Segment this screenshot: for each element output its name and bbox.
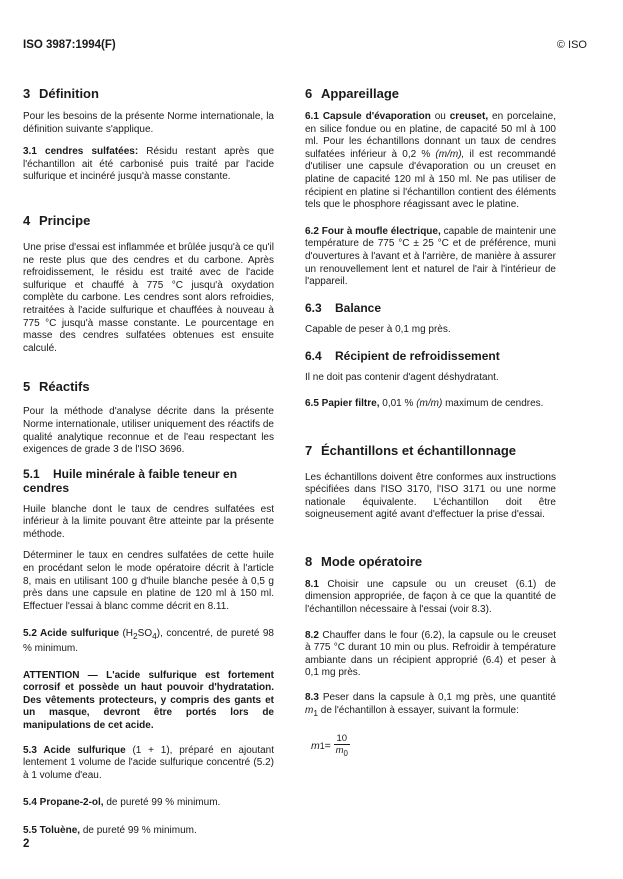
clause-5-2: 5.2 Acide sulfurique $(H_2SO_4)$, concentré, de pureté 98 % minimum. <box>23 628 274 655</box>
clause-6-5: 6.5 Papier filtre, 0,01 % (m/m) maximum de cendres. <box>305 397 544 409</box>
page-number: 2 <box>23 838 30 850</box>
attention-warning: ATTENTION — L'acide sulfurique est fortement corrosif et possède un haut pouvoir d'hydratation. Des vêtements protecteurs, y compris des gants et un masque, devront être portés lors de manipulations de cet acide. <box>23 669 274 731</box>
section-4-text: Une prise d'essai est inflammée et brûlée jusqu'à ce qu'il ne reste plus que des cendres et du carbone. Après refroidissement, le résidu est traité avec de l'acide sulfurique et chauffé à 775 °C jusqu'à oxydation complète du carbone. Les cendres sont alors refroidies, retraitées à l'acide sulfurique et chauffées à nouveau à 775 °C jusqu'à masse constante. Le pourcentage en masse des cendres sulfatées obtenues est ensuite calculé. <box>23 241 274 354</box>
section-5-text: Pour la méthode d'analyse décrite dans la présente Norme internationale, utiliser uniquement des réactifs de qualité analytique reconnue et de l'eau respectant les exigences de grade 3 de l'ISO 3696. <box>23 406 274 456</box>
clause-8-1: 8.1 Choisir une capsule ou un creuset (6.1) de dimension appropriée, de façon à ce que la quantité de l'échantillon nécessaire à l'essai (voir 8.3). <box>305 578 556 616</box>
clause-5-1-heading: 5.1 Huile minérale à faible teneur en cendres <box>23 466 238 495</box>
clause-6-3-heading: 6.3 Balance <box>305 300 382 315</box>
section-4-heading: 4 Principe <box>23 212 91 228</box>
clause-6-1: 6.1 Capsule d'évaporation ou creuset, en porcelaine, en silice fondue ou en platine, de capacité 50 ml à 100 ml. Pour les échantillons donnant un taux de cendres sulfatées inférieur à 0,2 % (m/m), il est recommandé d'utiliser une capsule d'évaporation ou un creuset en platine de capacité 120 ml à 150 ml. Ne pas utiliser de récipient en platine si l'échantillon contient des éléments tels que le phosphore réagissant avec le platine. <box>305 111 556 211</box>
section-3-intro: Pour les besoins de la présente Norme internationale, la définition suivante s'applique. <box>23 111 274 135</box>
section-7-heading: 7 Échantillons et échantillonnage <box>305 442 517 458</box>
section-3-heading: 3 Définition <box>23 86 99 101</box>
clause-6-2: 6.2 Four à moufle électrique, capable de maintenir une température de 775 °C ± 25 °C et de préférence, muni d'ouvertures à l'avant et à l'arrière, de manière à assurer un renouvellement lent et naturel de l'air à l'intérieur de l'appareil. <box>305 225 557 288</box>
clause-8-2: 8.2 Chauffer dans le four (6.2), la capsule ou le creuset à 775 °C durant 10 min ou plus. Refroidir à température ambiante dans un récipient approprié (6.4) et peser à 0,1 mg près. <box>305 629 556 679</box>
right-column <box>305 86 556 759</box>
left-column <box>23 86 274 838</box>
section-7-text: Les échantillons doivent être conformes aux instructions spécifiées dans l'ISO 3170, l'ISO 3171 ou une norme nationale équivalente. L'échantillon doit être soigneusement agité avant d'effectuer la prise d'essai. <box>305 471 556 521</box>
clause-5-1-text-1: Huile blanche dont le taux de cendres sulfatées est inférieur à la limite pouvant être atteinte par la présente méthode. <box>23 503 274 540</box>
clause-5-5: 5.5 Toluène, de pureté 99 % minimum. <box>23 824 197 836</box>
formula-fraction: $\frac{10}{m_0}$ <box>335 733 348 759</box>
document-reference: ISO 3987:1994(F) <box>23 39 116 51</box>
clause-5-3: 5.3 Acide sulfurique (1 + 1), préparé en ajoutant lentement 1 volume de l'acide sulfurique concentré (5.2) à 1 volume d'eau. <box>23 744 275 781</box>
clause-6-4-heading: 6.4 Récipient de refroidissement <box>305 349 500 364</box>
section-8-heading: 8 Mode opératoire <box>305 553 423 569</box>
mass-formula: m 1 = $\frac{10}{m_0}$ <box>311 733 348 759</box>
clause-6-4-text: Il ne doit pas contenir d'agent déshydratant. <box>305 372 499 384</box>
section-6-heading: 6 Appareillage <box>305 86 400 101</box>
clause-3-1: 3.1 cendres sulfatées: Résidu restant après que l'échantillon ait été carbonisé puis traité par l'acide sulfurique et incinéré jusqu'à masse constante. <box>23 146 275 183</box>
section-5-heading: 5 Réactifs <box>23 379 90 395</box>
clause-5-4: 5.4 Propane-2-ol, de pureté 99 % minimum. <box>23 797 221 809</box>
clause-8-3: 8.3 Peser dans la capsule à 0,1 mg près, une quantité $m_1$ de l'échantillon à essayer, suivant la formule: <box>305 692 556 718</box>
clause-5-1-text-2: Déterminer le taux en cendres sulfatées de cette huile en procédant selon le mode opératoire décrit à l'article 8, mais en utilisant 100 g d'huile blanche pesée à 0,5 g près dans une capsule en platine de 120 ml à 150 ml. Effectuer l'essai à blanc comme décrit en 8.11. <box>23 550 274 612</box>
clause-6-3-text: Capable de peser à 0,1 mg près. <box>305 323 451 335</box>
copyright-mark: © ISO <box>556 39 587 51</box>
